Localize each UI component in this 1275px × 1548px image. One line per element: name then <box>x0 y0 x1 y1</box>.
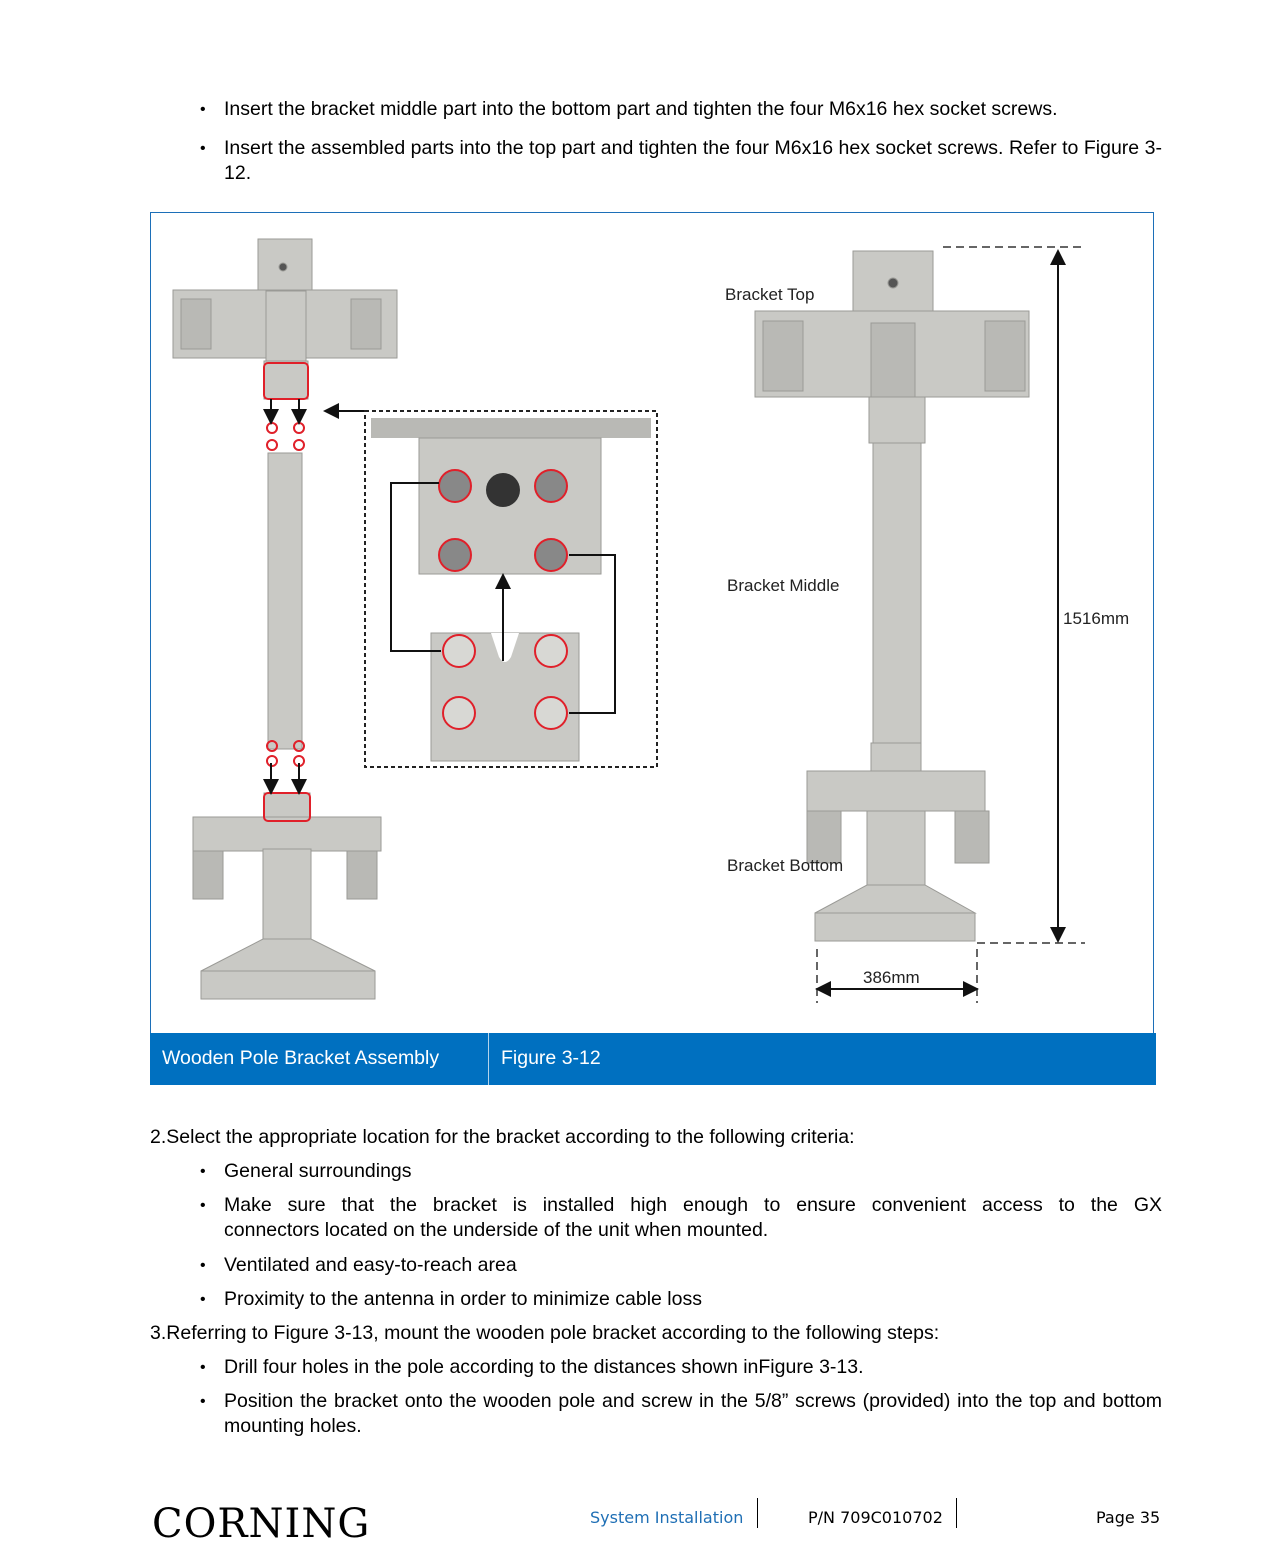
bullet-item: • Make sure that the bracket is installed high enough to ensure convenient access to the GX <box>224 1193 1162 1218</box>
label-height-dimension: 1516mm <box>1063 609 1130 628</box>
label-bracket-bottom: Bracket Bottom <box>727 856 844 875</box>
bullet-item: • Proximity to the antenna in order to minimize cable loss <box>224 1287 1162 1312</box>
label-bracket-top: Bracket Top <box>725 285 815 304</box>
label-bracket-middle: Bracket Middle <box>727 576 840 595</box>
bracket-assembly-drawing <box>151 213 1155 1035</box>
footer-part-number: P/N 709C010702 <box>808 1508 943 1527</box>
right-assembled-bracket <box>755 251 1029 941</box>
step-3-heading: 3.Referring to Figure 3-13, mount the wooden pole bracket according to the following steps: <box>150 1322 940 1344</box>
bullet-item: • General surroundings <box>224 1159 1162 1184</box>
corning-logo: CORNING <box>152 1501 371 1547</box>
bullet-item: • Insert the assembled parts into the top part and tighten the four M6x16 hex socket screws. Refer to Figure 3-12. <box>224 136 1162 186</box>
joint-detail-zoom <box>365 411 657 767</box>
footer-divider <box>956 1498 957 1528</box>
figure-caption-bar <box>150 1033 1156 1085</box>
bullet-item: • Ventilated and easy-to-reach area <box>224 1253 1162 1278</box>
step-2-heading: 2.Select the appropriate location for the bracket according to the following criteria: <box>150 1126 855 1148</box>
footer-divider <box>757 1498 758 1528</box>
page-footer <box>0 1496 1275 1548</box>
left-exploded-bracket <box>173 239 397 999</box>
caption-divider <box>488 1033 489 1085</box>
bullet-item: • Drill four holes in the pole according to the distances shown inFigure 3-13. <box>224 1355 1162 1380</box>
figure-3-12 <box>150 212 1154 1034</box>
footer-section: System Installation <box>590 1508 744 1527</box>
bullet-continuation: connectors located on the underside of the unit when mounted. <box>224 1219 769 1241</box>
footer-page-number: Page 35 <box>1096 1508 1161 1527</box>
label-width-dimension: 386mm <box>863 968 920 987</box>
figure-caption-number: Figure 3-12 <box>501 1047 601 1069</box>
figure-caption-title: Wooden Pole Bracket Assembly <box>162 1047 440 1069</box>
bullet-item: • Position the bracket onto the wooden pole and screw in the 5/8” screws (provided) into the top and bottom mounting holes. <box>224 1389 1162 1439</box>
bullet-item: • Insert the bracket middle part into the bottom part and tighten the four M6x16 hex socket screws. <box>224 97 1162 122</box>
